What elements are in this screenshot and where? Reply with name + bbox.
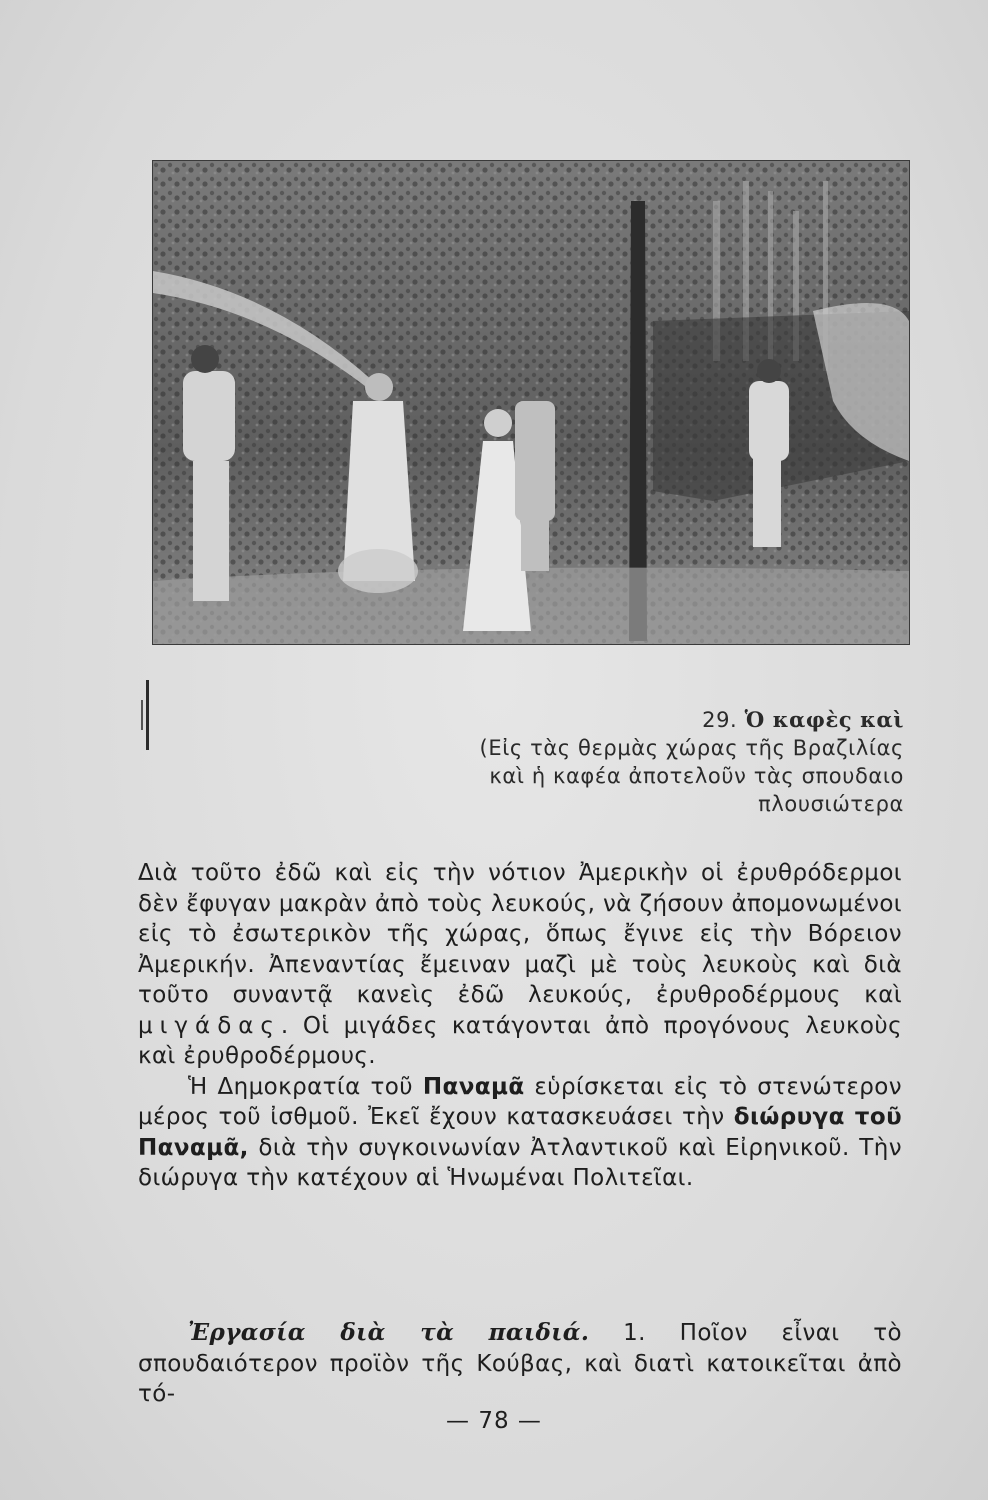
- caption-line-3: καὶ ἡ καφέα ἀποτελοῦν τὰς σπουδαιο: [489, 764, 904, 788]
- photo-illustration: [153, 161, 909, 644]
- paragraph-1-text: Διὰ τοῦτο ἐδῶ καὶ εἰς τὴν νότιον Ἀμερικὴν οἱ ἐρυθρόδερμοι δὲν ἔφυγαν μακρὰν ἀπὸ τοὺς λευκούς, νὰ ζήσουν ἀπομονωμένοι εἰς τὸ ἐσωτερικὸν τῆς χώρας, ὅπως ἔγινε εἰς τὴν Βόρειον Ἀμερικήν. Ἀπεναντίας ἔμειναν μαζὶ μὲ τοὺς λευκοὺς καὶ διὰ τοῦτο συναντᾷ κανεὶς ἐδῶ λευκούς, ἐρυθροδέρμους καὶ: [138, 860, 902, 1008]
- paragraph-2-text-mid: εὑρίσκεται εἰς τὸ στενώτερον μέρος τοῦ ἰσθμοῦ. Ἐκεῖ ἔχουν κατασκευάσει τὴν: [138, 1073, 902, 1130]
- exercise-title: Ἐργασία διὰ τὰ παιδιά.: [188, 1319, 590, 1346]
- margin-mark: [146, 680, 149, 750]
- body-text: [138, 858, 902, 1194]
- caption-line-2: (Εἰς τὰς θερμὰς χώρας τῆς Βραζιλίας: [479, 736, 904, 760]
- exercise-paragraph: [138, 1318, 902, 1410]
- caption-number: 29.: [702, 708, 738, 732]
- paragraph-1-text-end: . Οἱ μιγάδες κατάγονται ἀπὸ προγόνους λευκοὺς καὶ ἐρυθροδέρμους.: [138, 1012, 902, 1069]
- caption-line-4: πλουσιώτερα: [758, 792, 904, 816]
- margin-mark-secondary: [141, 700, 143, 730]
- paragraph-2-text: Ἡ Δημοκρατία τοῦ: [188, 1073, 423, 1100]
- paragraph-2: [138, 1072, 902, 1194]
- paragraph-2-text-end: διὰ τὴν συγκοινωνίαν Ἀτλαντικοῦ καὶ Εἰρηνικοῦ. Τὴν διώρυγα τὴν κατέχουν αἱ Ἡνωμέναι Πολιτεῖαι.: [138, 1134, 902, 1191]
- paragraph-1: [138, 858, 902, 1072]
- emphasized-word: μιγάδας: [138, 1012, 281, 1039]
- caption-title: Ὁ καφὲς καὶ: [744, 707, 904, 732]
- caption-line-1: [404, 706, 904, 734]
- exercise-section: [138, 1318, 902, 1410]
- coffee-plantation-photo: [152, 160, 910, 645]
- panama-bold: Παναμᾶ: [422, 1073, 525, 1100]
- page-number: — 78 —: [446, 1408, 542, 1434]
- exercise-text: 1. Ποῖον εἶναι τὸ σπουδαιότερον προϊὸν τῆς Κούβας, καὶ διατὶ κατοικεῖται ἀπὸ τό-: [138, 1320, 902, 1407]
- panama-canal-bold: διώρυγα τοῦ Παναμᾶ,: [138, 1104, 903, 1161]
- figure-caption: [404, 706, 904, 818]
